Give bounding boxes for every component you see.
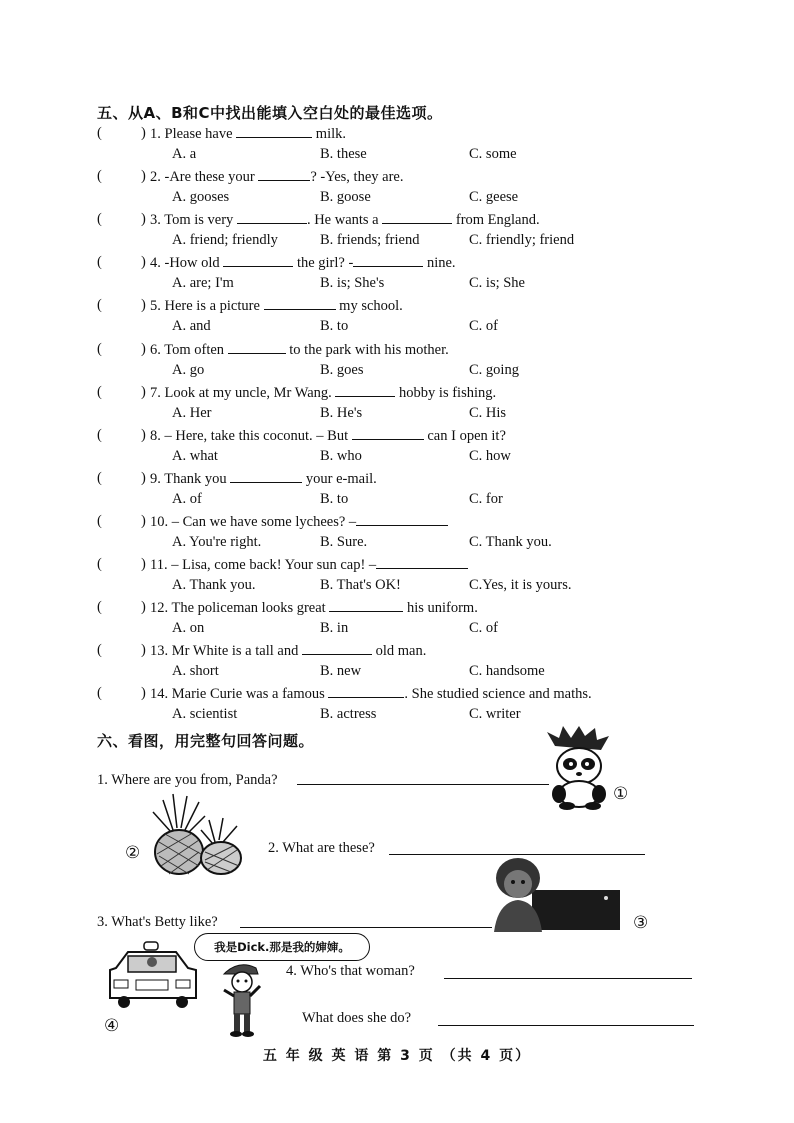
question-text-mid: . He wants a <box>306 212 383 229</box>
answer-paren-open: ( <box>97 168 102 185</box>
answer-paren-close[interactable]: ) <box>141 685 146 702</box>
question-text: 10. – Can we have some lychees? – <box>150 513 357 530</box>
answer-paren-close[interactable]: ) <box>141 556 146 572</box>
question-14 <box>150 685 592 703</box>
picture-question-2: 2. What are these? <box>268 840 375 856</box>
answer-paren-close[interactable]: ) <box>141 599 146 616</box>
answer-paren-close[interactable]: ) <box>141 211 146 228</box>
question-4 <box>150 254 456 272</box>
answer-line-3[interactable] <box>240 915 492 928</box>
answer-paren-open: ( <box>97 125 102 141</box>
answer-paren-open: ( <box>97 340 102 357</box>
question-text-end: nine. <box>423 255 456 272</box>
option-a[interactable]: A. Her <box>172 404 212 421</box>
picture-question-4b: What does she do? <box>302 1010 412 1026</box>
question-text: 1. Please have <box>150 126 237 142</box>
blank[interactable] <box>228 341 286 354</box>
blank[interactable] <box>329 599 403 612</box>
blank[interactable] <box>230 470 302 483</box>
option-a[interactable]: A. gooses <box>172 189 230 206</box>
question-8 <box>150 427 506 445</box>
marker-4: ④ <box>104 1016 120 1036</box>
option-b[interactable]: B. to <box>320 490 349 507</box>
answer-paren-open: ( <box>97 642 102 659</box>
question-text: 13. Mr White is a tall and <box>150 643 302 660</box>
option-b[interactable]: B. Sure. <box>320 533 368 550</box>
question-text-end: can I open it? <box>423 427 506 444</box>
question-13 <box>150 642 426 660</box>
question-text: 5. Here is a picture <box>150 298 264 315</box>
answer-paren-open: ( <box>97 599 102 616</box>
question-text-end: to the park with his mother. <box>285 341 449 358</box>
question-text: 4. -How old <box>150 255 224 272</box>
option-c[interactable]: C.Yes, it is yours. <box>469 577 572 593</box>
picture-question-4a: 4. Who's that woman? <box>286 963 415 979</box>
question-text-end: hobby is fishing. <box>395 384 497 401</box>
option-c[interactable]: C. friendly; friend <box>469 232 575 249</box>
blank-1[interactable] <box>237 211 307 224</box>
question-text: 12. The policeman looks great <box>150 600 330 617</box>
question-10 <box>150 513 448 531</box>
question-9 <box>150 470 377 488</box>
page-footer: 五 年 级 英 语 第 3 页 （共 4 页） <box>262 1048 532 1064</box>
option-a[interactable]: A. friend; friendly <box>172 232 278 249</box>
blank[interactable] <box>353 254 423 267</box>
blank[interactable] <box>376 556 468 569</box>
question-3 <box>150 211 540 229</box>
answer-paren-close[interactable]: ) <box>141 168 146 185</box>
option-c[interactable]: C. writer <box>469 706 521 723</box>
question-text: 8. – Here, take this coconut. – But <box>150 427 352 444</box>
question-text-end: . She studied science and maths. <box>404 686 592 703</box>
answer-paren-close[interactable]: ) <box>141 512 146 529</box>
question-text-end: your e-mail. <box>302 470 377 487</box>
question-text: 14. Marie Curie was a famous <box>150 686 329 703</box>
question-text: 6. Tom often <box>150 341 228 358</box>
option-a[interactable]: A. Thank you. <box>172 577 256 593</box>
question-text: 11. – Lisa, come back! Your sun cap! – <box>150 557 377 573</box>
option-c[interactable]: C. geese <box>469 189 519 206</box>
option-a[interactable]: A. a <box>172 146 197 162</box>
answer-line-2[interactable] <box>389 842 645 855</box>
answer-paren-close[interactable]: ) <box>141 426 146 443</box>
option-c[interactable]: C. going <box>469 361 519 378</box>
answer-paren-close[interactable]: ) <box>141 297 146 314</box>
question-2 <box>150 168 403 186</box>
option-c[interactable]: C. for <box>469 490 503 507</box>
blank[interactable] <box>258 168 310 181</box>
answer-paren-open: ( <box>97 469 102 486</box>
question-5 <box>150 297 403 315</box>
question-text-end: his uniform. <box>403 600 478 617</box>
marker-2: ② <box>125 843 141 863</box>
option-a[interactable]: A. short <box>172 663 219 680</box>
option-a[interactable]: A. are; I'm <box>172 275 234 292</box>
panda-picture <box>543 724 617 810</box>
answer-line-1[interactable] <box>297 772 549 785</box>
blank[interactable] <box>328 685 404 698</box>
speech-bubble: 我是Dick.那是我的婶婶。 <box>194 933 370 961</box>
option-b[interactable]: B. goose <box>320 189 371 206</box>
answer-paren-close[interactable]: ) <box>141 469 146 486</box>
section-6-title: 六、看图，用完整句回答问题。 <box>97 732 315 750</box>
section-5-title: 五、从A、B和C中找出能填入空白处的最佳选项。 <box>97 104 443 122</box>
question-1 <box>150 125 346 143</box>
option-c[interactable]: C. Thank you. <box>469 533 552 550</box>
picture-question-3: 3. What's Betty like? <box>97 914 218 930</box>
question-text-end: milk. <box>312 126 347 142</box>
option-b[interactable]: B. He's <box>320 404 363 421</box>
option-a[interactable]: A. and <box>172 318 211 335</box>
blank[interactable] <box>356 513 448 526</box>
option-b[interactable]: B. these <box>320 146 367 162</box>
answer-paren-open: ( <box>97 685 102 702</box>
option-b[interactable]: B. That's OK! <box>320 577 401 593</box>
marker-3: ③ <box>633 913 649 933</box>
question-text: 7. Look at my uncle, Mr Wang. <box>150 384 336 401</box>
question-text-end: ? -Yes, they are. <box>310 169 404 186</box>
question-11 <box>150 556 468 574</box>
option-b[interactable]: B. new <box>320 663 362 680</box>
option-a[interactable]: A. what <box>172 447 218 464</box>
answer-paren-open: ( <box>97 556 102 572</box>
blank[interactable] <box>236 125 312 138</box>
answer-line-4b[interactable] <box>438 1013 694 1026</box>
answer-paren-open: ( <box>97 254 102 271</box>
question-7 <box>150 384 496 402</box>
question-text: 2. -Are these your <box>150 169 259 186</box>
blank[interactable] <box>352 427 424 440</box>
option-b[interactable]: B. goes <box>320 361 364 378</box>
option-c[interactable]: C. is; She <box>469 275 525 292</box>
question-text-end: from England. <box>452 212 540 229</box>
police-car-picture <box>106 940 281 1040</box>
blank[interactable] <box>264 297 336 310</box>
option-c[interactable]: C. His <box>469 404 507 421</box>
question-12 <box>150 599 478 617</box>
option-b[interactable]: B. friends; friend <box>320 232 420 249</box>
option-c[interactable]: C. of <box>469 620 498 637</box>
option-a[interactable]: A. of <box>172 490 202 507</box>
question-text-end: my school. <box>335 298 403 315</box>
option-c[interactable]: C. of <box>469 318 498 335</box>
answer-paren-close[interactable]: ) <box>141 254 146 271</box>
answer-paren-close[interactable]: ) <box>141 340 146 357</box>
blank[interactable] <box>335 384 395 397</box>
blank[interactable] <box>302 642 372 655</box>
answer-paren-open: ( <box>97 211 102 228</box>
answer-paren-open: ( <box>97 426 102 443</box>
pineapple-picture <box>143 790 248 876</box>
blank-1[interactable] <box>223 254 293 267</box>
option-a[interactable]: A. scientist <box>172 706 238 723</box>
answer-paren-open: ( <box>97 512 102 529</box>
question-6 <box>150 341 449 359</box>
answer-paren-open: ( <box>97 383 102 400</box>
answer-paren-close[interactable]: ) <box>141 642 146 659</box>
option-a[interactable]: A. go <box>172 361 205 378</box>
question-text: 9. Thank you <box>150 470 231 487</box>
option-b[interactable]: B. to <box>320 318 349 335</box>
option-c[interactable]: C. how <box>469 447 511 464</box>
question-text-end: old man. <box>371 643 427 660</box>
option-c[interactable]: C. some <box>469 146 517 162</box>
answer-paren-close[interactable]: ) <box>141 383 146 400</box>
answer-paren-open: ( <box>97 297 102 314</box>
option-b[interactable]: B. actress <box>320 706 377 723</box>
option-c[interactable]: C. handsome <box>469 663 545 680</box>
blank[interactable] <box>382 211 452 224</box>
betty-picture <box>490 856 622 932</box>
option-b[interactable]: B. who <box>320 447 362 464</box>
marker-1: ① <box>613 784 629 804</box>
answer-line-4a[interactable] <box>444 966 692 979</box>
question-text-mid: the girl? - <box>293 255 354 272</box>
option-a[interactable]: A. on <box>172 620 205 637</box>
picture-question-1: 1. Where are you from, Panda? <box>97 772 278 788</box>
answer-paren-close[interactable]: ) <box>141 125 146 141</box>
option-b[interactable]: B. in <box>320 620 349 637</box>
option-b[interactable]: B. is; She's <box>320 275 385 292</box>
option-a[interactable]: A. You're right. <box>172 533 262 550</box>
question-text: 3. Tom is very <box>150 212 237 229</box>
